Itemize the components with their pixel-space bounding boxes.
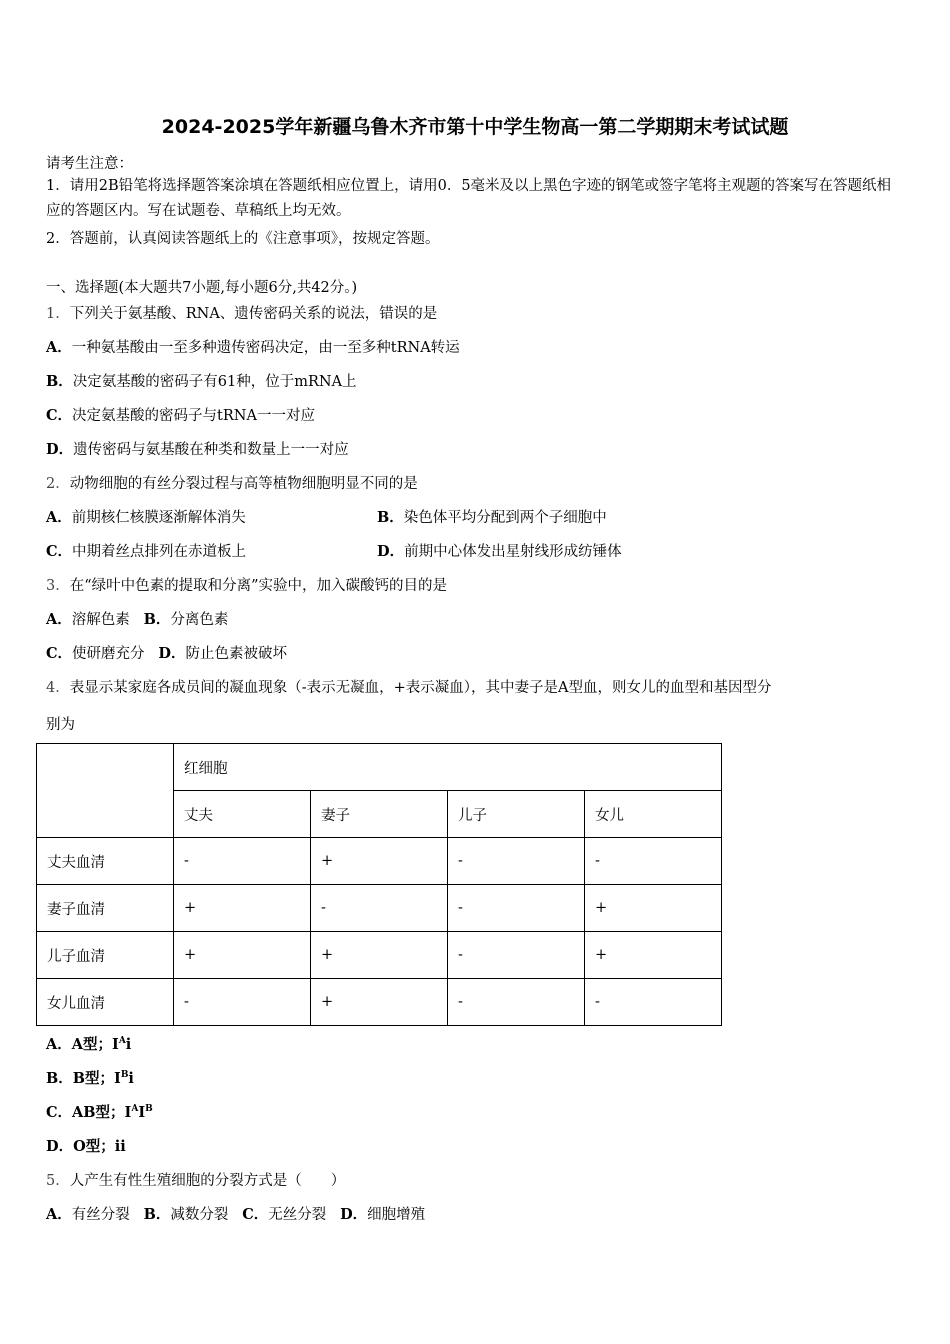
q4-option-a[interactable] [46, 1033, 131, 1054]
table-cell: - [585, 979, 722, 1026]
table-row [37, 979, 722, 1026]
table-cell: + [311, 979, 448, 1026]
option-text: 决定氨基酸的密码子有61种，位于mRNA上 [72, 374, 357, 390]
q4-option-b[interactable] [46, 1067, 134, 1088]
question-text: 下列关于氨基酸、RNA、遗传密码关系的说法，错误的是 [69, 306, 438, 322]
notice-item-2: 2．答题前，认真阅读答题纸上的《注意事项》，按规定答题。 [46, 231, 440, 247]
table-cell: - [448, 838, 585, 885]
option-text: 一种氨基酸由一至多种遗传密码决定，由一至多种tRNA转运 [71, 340, 460, 356]
q5-option-b[interactable] [144, 1207, 229, 1223]
option-text: B型；I [72, 1070, 121, 1087]
option-text: 使研磨充分 [72, 646, 145, 662]
option-label: B． [377, 509, 404, 526]
option-text: 防止色素被破坏 [185, 646, 287, 662]
table-cell: - [448, 979, 585, 1026]
option-text: 遗传密码与氨基酸在种类和数量上一一对应 [73, 442, 349, 458]
q2-option-d[interactable] [377, 540, 622, 561]
table-cell: + [174, 932, 311, 979]
option-label: A． [46, 611, 72, 628]
option-text: 决定氨基酸的密码子与tRNA一一对应 [72, 408, 315, 424]
option-text: 减数分裂 [170, 1207, 229, 1223]
q1-option-b[interactable] [46, 370, 357, 391]
table-cell: + [311, 932, 448, 979]
q3-option-c[interactable] [46, 646, 145, 662]
row-label: 女儿血清 [37, 979, 174, 1026]
table-cell: - [174, 838, 311, 885]
option-text: 中期着丝点排列在赤道板上 [72, 544, 247, 560]
table-row [37, 744, 722, 791]
option-label: A． [46, 509, 72, 526]
table-cell: - [585, 838, 722, 885]
q3-options-cd [46, 642, 287, 663]
notice-item-1: 1．请用2B铅笔将选择题答案涂填在答题纸相应位置上，请用0．5毫米及以上黑色字迹的钢笔或签字笔将主观题的答案写在答题纸相应的答题区内。写在试题卷、草稿纸上均无效。 [46, 178, 892, 219]
option-text: AB型；I [72, 1104, 132, 1121]
table-header-cell: 女儿 [585, 791, 722, 838]
option-text: A型；I [71, 1036, 119, 1053]
q3-option-d[interactable] [158, 646, 287, 662]
table-cell: - [448, 885, 585, 932]
row-label: 儿子血清 [37, 932, 174, 979]
notice-heading: 请考生注意： [46, 156, 133, 172]
q4-option-d[interactable] [46, 1135, 126, 1156]
option-text: 分离色素 [170, 612, 229, 628]
q1-option-a[interactable] [46, 336, 460, 357]
q2-option-c[interactable] [46, 540, 246, 561]
q5-option-a[interactable] [46, 1207, 130, 1223]
table-cell: + [174, 885, 311, 932]
question-number: 4． [46, 680, 70, 696]
question-number: 3． [46, 578, 70, 594]
row-label: 丈夫血清 [37, 838, 174, 885]
q5-option-d[interactable] [340, 1207, 425, 1223]
table-cell: + [585, 932, 722, 979]
question-number: 2． [46, 476, 70, 492]
option-label: C． [46, 1104, 73, 1121]
option-text: 溶解色素 [71, 612, 130, 628]
option-text: 有丝分裂 [71, 1207, 130, 1223]
option-label: D． [340, 1206, 368, 1223]
q3-option-b[interactable] [144, 612, 229, 628]
table-cell: - [448, 932, 585, 979]
table-header-cell: 儿子 [448, 791, 585, 838]
allele-superscript: B [145, 1104, 153, 1114]
table-corner-cell [37, 744, 174, 838]
question-text: 人产生有性生殖细胞的分裂方式是（ ） [69, 1173, 346, 1189]
question-text: 动物细胞的有丝分裂过程与高等植物细胞明显不同的是 [69, 476, 418, 492]
q5-options [46, 1203, 425, 1224]
table-row [37, 838, 722, 885]
question-number: 1． [46, 306, 70, 322]
q1-option-c[interactable] [46, 404, 315, 425]
question-3-stem [46, 574, 447, 595]
option-label: D． [158, 645, 186, 662]
table-header-cell: 妻子 [311, 791, 448, 838]
question-4-stem-cont: 别为 [46, 717, 75, 733]
page-title: 2024-2025学年新疆乌鲁木齐市第十中学生物高一第二学期期末考试试题 [161, 116, 789, 138]
option-text: 染色体平均分配到两个子细胞中 [403, 510, 607, 526]
question-5-stem [46, 1169, 345, 1190]
q2-option-a[interactable] [46, 506, 246, 527]
option-label: A． [46, 1206, 72, 1223]
option-label: B． [46, 373, 73, 390]
table-cell: - [174, 979, 311, 1026]
q2-option-b[interactable] [377, 506, 607, 527]
question-1-stem [46, 302, 437, 323]
option-label: D． [46, 441, 74, 458]
option-label: A． [46, 339, 72, 356]
question-number: 5． [46, 1173, 70, 1189]
allele-superscript: A [118, 1036, 126, 1046]
option-label: C． [242, 1206, 269, 1223]
q4-option-c[interactable] [46, 1101, 153, 1122]
agglutination-table [36, 743, 722, 1026]
option-label: D． [377, 543, 405, 560]
option-text-tail: i [128, 1070, 134, 1087]
q5-option-c[interactable] [242, 1207, 326, 1223]
option-text: 细胞增殖 [367, 1207, 426, 1223]
q1-option-d[interactable] [46, 438, 349, 459]
option-text: 前期中心体发出星射线形成纺锤体 [404, 544, 622, 560]
option-label: C． [46, 543, 73, 560]
option-label: B． [143, 1206, 171, 1223]
table-cell: + [585, 885, 722, 932]
option-label: C． [46, 645, 73, 662]
q3-option-a[interactable] [46, 612, 130, 628]
allele-superscript: A [131, 1104, 139, 1114]
option-label: A． [46, 1036, 72, 1053]
option-text-tail: i [125, 1036, 132, 1053]
option-label: B． [46, 1070, 73, 1087]
table-header-cell: 红细胞 [174, 744, 722, 791]
table-row [37, 932, 722, 979]
table-header-cell: 丈夫 [174, 791, 311, 838]
question-2-stem [46, 472, 418, 493]
question-text: 表显示某家庭各成员间的凝血现象（-表示无凝血，+表示凝血），其中妻子是A型血，则女儿的血型和基因型分 [69, 680, 772, 696]
question-text: 在“绿叶中色素的提取和分离”实验中，加入碳酸钙的目的是 [69, 578, 448, 594]
table-cell: + [311, 838, 448, 885]
section-heading: 一、选择题(本大题共7小题,每小题6分,共42分。) [46, 280, 358, 296]
option-text: O型；ii [73, 1138, 126, 1155]
option-text: 无丝分裂 [268, 1207, 327, 1223]
q3-options-ab [46, 608, 228, 629]
table-row [37, 885, 722, 932]
option-label: B． [143, 611, 171, 628]
allele-superscript: B [120, 1070, 129, 1080]
row-label: 妻子血清 [37, 885, 174, 932]
option-text-mid: I [138, 1104, 146, 1121]
option-text: 前期核仁核膜逐渐解体消失 [71, 510, 246, 526]
question-4-stem [46, 676, 772, 697]
option-label: C． [46, 407, 73, 424]
option-label: D． [46, 1138, 74, 1155]
table-cell: - [311, 885, 448, 932]
